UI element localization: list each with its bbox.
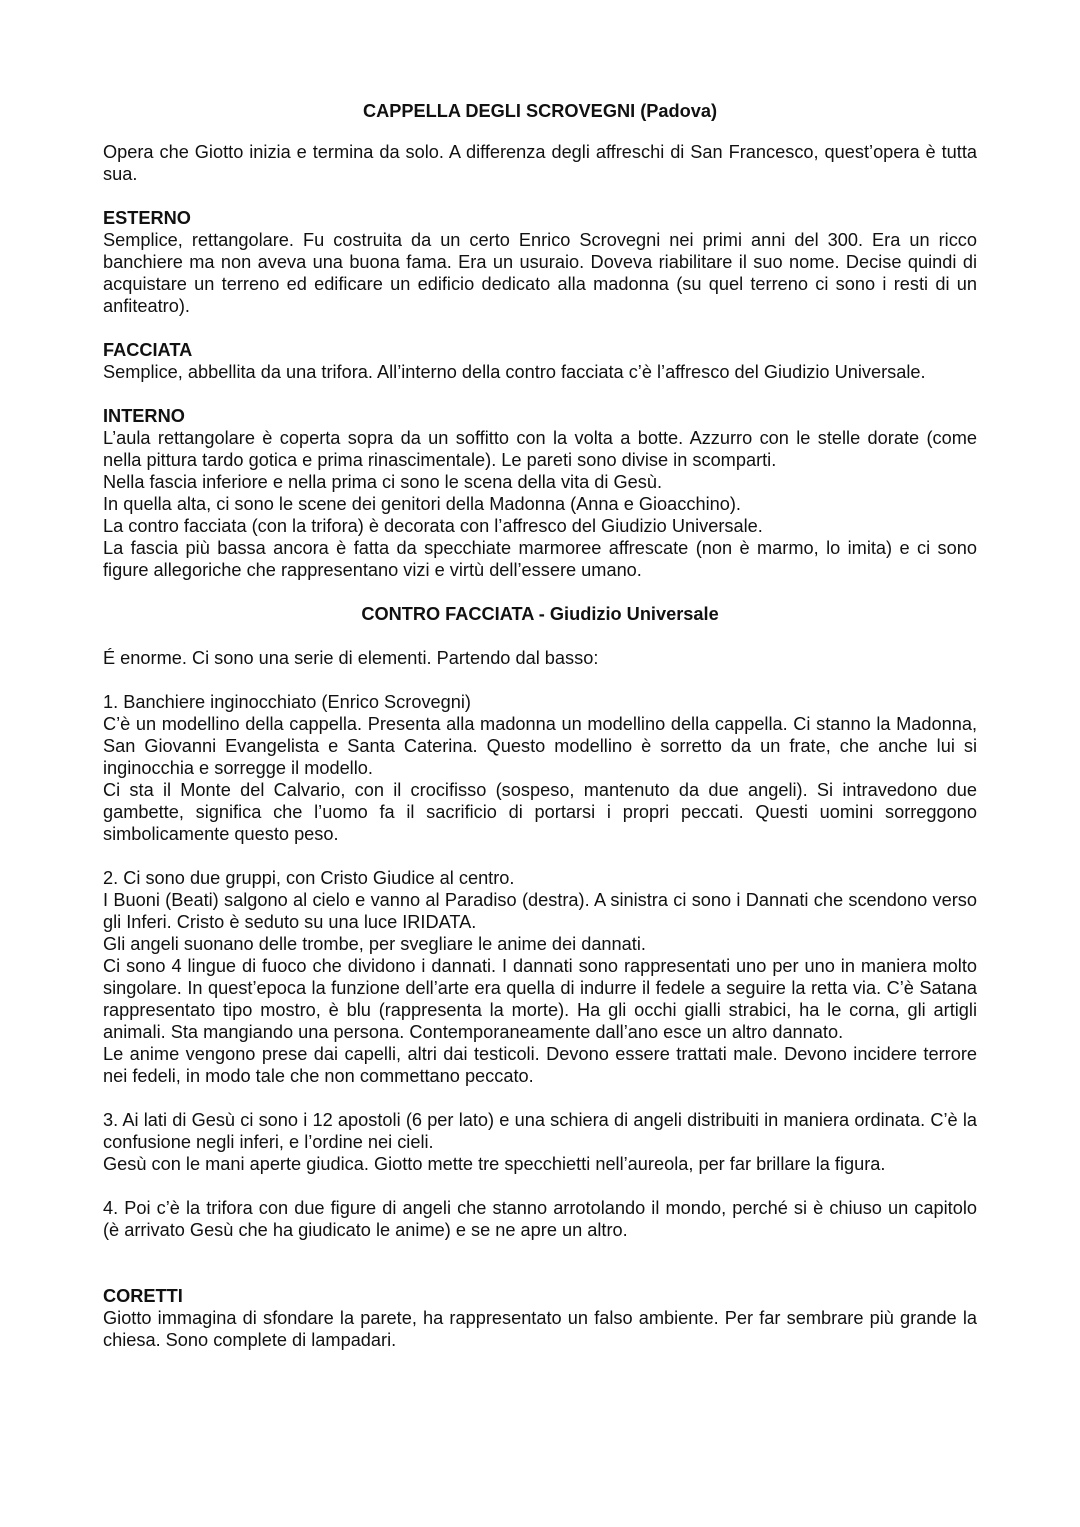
item-2-line: Ci sono 4 lingue di fuoco che dividono i dannati. I dannati sono rappresentati uno per uno in maniera molto singolare. In quest’epoca la funzione dell’arte era quella di indurre il fedele a seguire la retta via. C’è Satana rappresentato tipo mostro, è blu (rappresenta la morte). Ha gli occhi gialli strabici, ha le corna, gli artigli animali. Sta mangiando una persona. Contemporaneamente dall’ano esce un altro dannato. [103,956,977,1042]
item-3-line: 3. Ai lati di Gesù ci sono i 12 apostoli (6 per lato) e una schiera di angeli distribuiti in maniera ordinata. C’è la confusione negli inferi, e l’ordine nei cieli. [103,1110,977,1152]
list-item-4 [103,1197,977,1241]
item-3-line: Gesù con le mani aperte giudica. Giotto mette tre specchietti nell’aureola, per far brillare la figura. [103,1154,886,1174]
section-facciata [103,339,977,383]
heading-interno: INTERNO [103,406,185,426]
section-contro-facciata [103,603,977,1241]
item-2-line: I Buoni (Beati) salgono al cielo e vanno al Paradiso (destra). A sinistra ci sono i Dannati che scendono verso gli Inferi. Cristo è seduto su una luce IRIDATA. [103,890,977,932]
list-item-3 [103,1109,977,1175]
heading-esterno: ESTERNO [103,208,191,228]
item-1-line: Ci sta il Monte del Calvario, con il crocifisso (sospeso, mantenuto da due angeli). Si intravedono due gambette, significa che l’uomo fa il sacrificio di portarsi i propri peccati. Questi uomini sorreggono simbolicamente questo peso. [103,780,977,844]
section-coretti [103,1285,977,1351]
intro-paragraph: Opera che Giotto inizia e termina da solo. A differenza degli affreschi di San Francesco, quest’opera è tutta sua. [103,142,977,184]
item-2-line: Le anime vengono prese dai capelli, altri dai testicoli. Devono essere trattati male. Devono incidere terrore nei fedeli, in modo tale che non commettano peccato. [103,1044,977,1086]
heading-contro-facciata: CONTRO FACCIATA - Giudizio Universale [361,604,719,624]
interno-line: La contro facciata (con la trifora) è decorata con l’affresco del Giudizio Universale. [103,516,763,536]
interno-line: L’aula rettangolare è coperta sopra da un soffitto con la volta a botte. Azzurro con le stelle dorate (come nella pittura tardo gotica e prima rinascimentale). Le pareti sono divise in scomparti. [103,428,977,470]
item-2-title: 2. Ci sono due gruppi, con Cristo Giudice al centro. [103,868,515,888]
list-item-2 [103,867,977,1087]
item-2-line: Gli angeli suonano delle trombe, per svegliare le anime dei dannati. [103,934,646,954]
interno-line: La fascia più bassa ancora è fatta da specchiate marmoree affrescate (non è marmo, lo imita) e ci sono figure allegoriche che rappresentano vizi e virtù dell’essere umano. [103,538,977,580]
list-item-1 [103,691,977,845]
paragraph-coretti: Giotto immagina di sfondare la parete, ha rappresentato un falso ambiente. Per far sembrare più grande la chiesa. Sono complete di lampadari. [103,1308,977,1350]
paragraph-facciata: Semplice, abbellita da una trifora. All’interno della contro facciata c’è l’affresco del Giudizio Universale. [103,362,926,382]
section-interno [103,405,977,581]
item-4-text: 4. Poi c’è la trifora con due figure di angeli che stanno arrotolando il mondo, perché si è chiuso un capitolo (è arrivato Gesù che ha giudicato le anime) e se ne apre un altro. [103,1198,977,1240]
paragraph-esterno: Semplice, rettangolare. Fu costruita da un certo Enrico Scrovegni nei primi anni del 300. Era un ricco banchiere ma non aveva una buona fama. Era un usuraio. Doveva riabilitare il suo nome. Decise quindi di acquistare un terreno ed edificare un edificio dedicato alla madonna (su quel terreno ci sono i resti di un anfiteatro). [103,230,977,316]
document-title: CAPPELLA DEGLI SCROVEGNI (Padova) [362,101,718,121]
section-esterno [103,207,977,317]
heading-facciata: FACCIATA [103,340,193,360]
heading-coretti: CORETTI [103,1286,183,1306]
interno-line: Nella fascia inferiore e nella prima ci sono le scena della vita di Gesù. [103,472,663,492]
interno-line: In quella alta, ci sono le scene dei genitori della Madonna (Anna e Gioacchino). [103,494,741,514]
item-1-title: 1. Banchiere inginocchiato (Enrico Scrovegni) [103,692,471,712]
spacer [103,1263,977,1285]
contro-facciata-intro: É enorme. Ci sono una serie di elementi. Partendo dal basso: [103,648,599,668]
document-page [103,100,977,1373]
item-1-line: C’è un modellino della cappella. Presenta alla madonna un modellino della cappella. Ci stanno la Madonna, San Giovanni Evangelista e Santa Caterina. Questo modellino è sorretto da un frate, che anche lui si inginocchia e sorregge il modello. [103,714,977,778]
